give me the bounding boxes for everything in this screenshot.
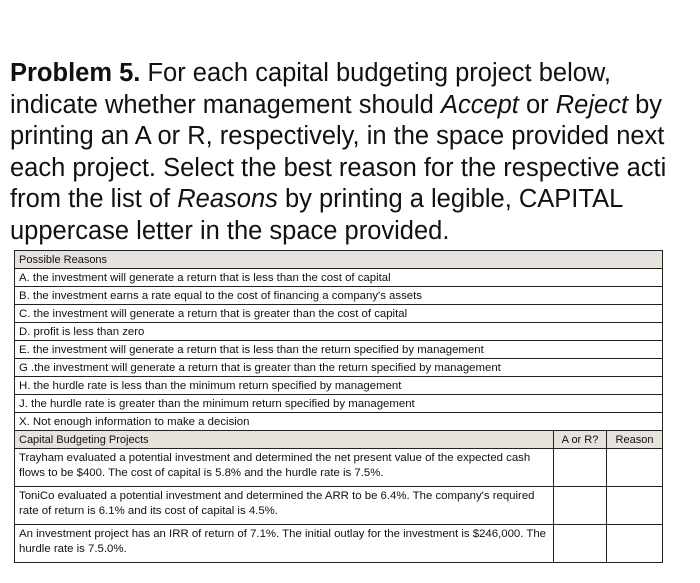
problem-line-6: uppercase letter in the space provided. — [10, 216, 450, 245]
reason-row — [15, 323, 663, 341]
reason-row — [15, 341, 663, 359]
reason-row — [15, 413, 663, 431]
reason-c: C. the investment will generate a return that is greater than the cost of capital — [15, 305, 663, 323]
reason-b: B. the investment earns a rate equal to the cost of financing a company's assets — [15, 287, 663, 305]
reason-row — [15, 395, 663, 413]
reason-row — [15, 377, 663, 395]
reason-column-header: Reason — [607, 431, 663, 449]
reason-answer-field[interactable] — [607, 487, 663, 525]
problem-number: Problem 5. — [10, 59, 141, 87]
reason-a: A. the investment will generate a return that is less than the cost of capital — [15, 269, 663, 287]
aor-answer-field[interactable] — [554, 525, 607, 563]
reason-j: J. the hurdle rate is greater than the minimum return specified by management — [15, 395, 663, 413]
project-row — [15, 487, 663, 525]
reason-h: H. the hurdle rate is less than the minimum return specified by management — [15, 377, 663, 395]
project-row — [15, 525, 663, 563]
project-description: Trayham evaluated a potential investment and determined the net present value of the expected cash flows to be $400. The cost of capital is 5.8% and the hurdle rate is 7.5%. — [15, 449, 554, 487]
reason-row — [15, 305, 663, 323]
reason-d: D. profit is less than zero — [15, 323, 663, 341]
reason-answer-field[interactable] — [607, 525, 663, 563]
problem-statement — [10, 58, 700, 247]
reason-e: E. the investment will generate a return that is less than the return specified by management — [15, 341, 663, 359]
reason-row — [15, 287, 663, 305]
problem-line-2: indicate whether management should Accept or Reject by — [10, 90, 663, 119]
problem-line-3: printing an A or R, respectively, in the space provided next — [10, 122, 665, 150]
project-row — [15, 449, 663, 487]
reason-row — [15, 359, 663, 377]
projects-header-row — [15, 431, 663, 449]
reason-g: G .the investment will generate a return that is greater than the return specified by management — [15, 359, 663, 377]
reason-x: X. Not enough information to make a decision — [15, 413, 663, 431]
problem-line-4: each project. Select the best reason for the respective acti — [10, 153, 667, 182]
reasons-header-row — [15, 251, 663, 269]
project-description: An investment project has an IRR of return of 7.1%. The initial outlay for the investment is $246,000. The hurdle rate is 7.5.0%. — [15, 525, 554, 563]
reason-answer-field[interactable] — [607, 449, 663, 487]
reasons-header: Possible Reasons — [15, 251, 663, 269]
problem-line-5: from the list of Reasons by printing a legible, CAPITAL — [10, 185, 624, 213]
project-description: ToniCo evaluated a potential investment and determined the ARR to be 6.4%. The company's required rate of return is 6.1% and its cost of capital is 4.5%. — [15, 487, 554, 525]
reason-row — [15, 269, 663, 287]
projects-header: Capital Budgeting Projects — [15, 431, 554, 449]
aor-column-header: A or R? — [554, 431, 607, 449]
aor-answer-field[interactable] — [554, 449, 607, 487]
reasons-projects-table — [14, 250, 663, 563]
aor-answer-field[interactable] — [554, 487, 607, 525]
problem-line-1: Problem 5. For each capital budgeting project below, — [10, 59, 612, 87]
